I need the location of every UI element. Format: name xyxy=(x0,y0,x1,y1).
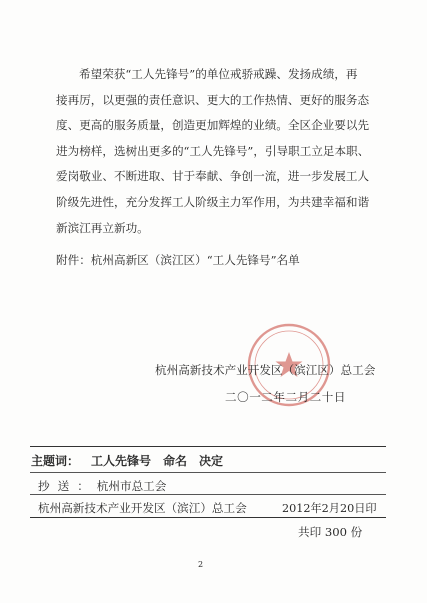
subject-term: 工人先锋号 xyxy=(91,454,152,468)
cc-recipient: 杭州市总工会 xyxy=(96,479,167,493)
issuing-office: 杭州高新技术产业开发区（滨江）总工会 xyxy=(38,501,247,515)
divider-rule xyxy=(30,446,386,447)
paragraph-line: 新滨江再立新功。 xyxy=(56,220,149,235)
page-number: 2 xyxy=(198,560,204,569)
copy-count: 共印 300 份 xyxy=(298,525,363,539)
paragraph-line: 度、更高的服务质量，创造更加辉煌的业绩。全区企业要以先 xyxy=(56,118,370,133)
body-paragraph xyxy=(56,62,378,241)
print-date: 2012年2月20日印 xyxy=(282,502,377,515)
subject-term: 命名 xyxy=(163,454,188,468)
cc-line xyxy=(38,478,166,494)
subject-term: 决定 xyxy=(199,454,224,468)
attachment-note: 附件：杭州高新区（滨江区）“工人先锋号”名单 xyxy=(56,253,300,267)
divider-rule xyxy=(30,472,386,473)
paragraph-line: 进为榜样，选树出更多的“工人先锋号”，引导职工立足本职、 xyxy=(56,143,370,158)
paragraph-line: 希望荣获“工人先锋号”的单位戒骄戒躁、发扬成绩，再 xyxy=(79,67,358,81)
subject-terms-line xyxy=(31,452,235,469)
cc-label: 抄送： xyxy=(38,479,97,493)
divider-rule xyxy=(30,494,386,495)
divider-rule xyxy=(30,517,386,518)
subject-label: 主题词： xyxy=(31,454,80,468)
paragraph-line: 爱岗敬业、不断进取、甘于奉献、争创一流，进一步发展工人 xyxy=(56,169,370,184)
issue-date: 二〇一二年二月二十日 xyxy=(225,390,346,404)
paragraph-line: 接再厉，以更强的责任意识、更大的工作热情、更好的服务态 xyxy=(56,92,370,107)
paragraph-line: 阶级先进性，充分发挥工人阶级主力军作用，为共建幸福和谐 xyxy=(56,194,370,209)
issuer-name: 杭州高新技术产业开发区（滨江区）总工会 xyxy=(155,363,376,377)
